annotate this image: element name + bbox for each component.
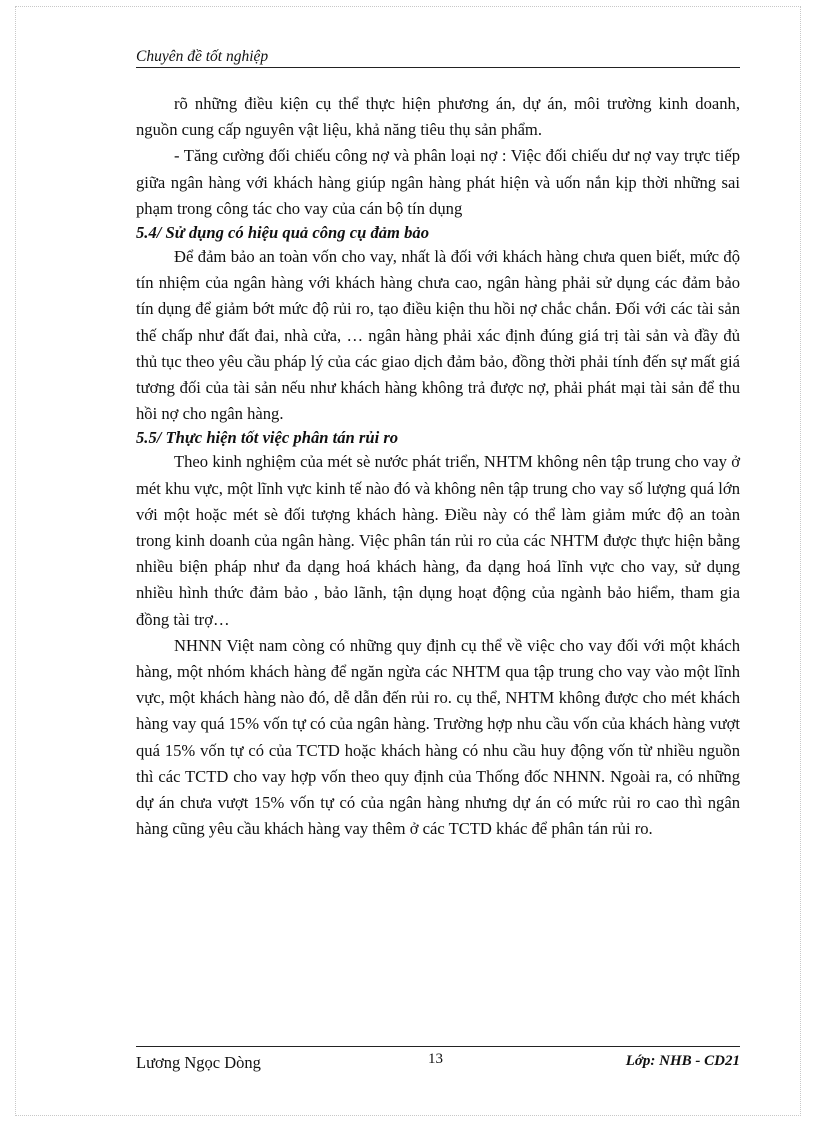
- document-body: [136, 91, 740, 842]
- page-number: 13: [428, 1051, 443, 1067]
- section-heading-5-5: 5.5/ Thực hiện tốt việc phân tán rủi ro: [136, 428, 399, 448]
- page-footer: [136, 1046, 740, 1077]
- paragraph-sbv-regulation: NHNN Việt nam còng có những quy định cụ thể về việc cho vay đối với một khách hàng, một nhóm khách hàng để ngăn ngừa các NHTM qua tập trung cho vay vào một lĩnh vực, một khách hàng nào đó, dễ dẫn đến rủi ro. cụ thể, NHTM không được cho mét khách hàng vay quá 15% vốn tự có của ngân hàng. Trường hợp nhu cầu vốn của khách hàng vượt quá 15% vốn tự có của TCTD hoặc khách hàng có nhu cầu huy động vốn từ nhiều nguồn thì các TCTD cho vay hợp vốn theo quy định của Thống đốc NHNN. Ngoài ra, có những dự án chưa vượt 15% vốn tự có của ngân hàng nhưng dự án có mức rủi ro cao thì ngân hàng cũng yêu cầu khách hàng vay thêm ở các TCTD khác để phân tán rủi ro.: [136, 635, 741, 839]
- header-title: Chuyên đề tốt nghiệp: [136, 48, 269, 65]
- paragraph-debt-reconciliation: - Tăng cường đối chiếu công nợ và phân loại nợ : Việc đối chiếu dư nợ vay trực tiếp giữa ngân hàng với khách hàng giúp ngân hàng phát hiện và uốn nắn kịp thời những sai phạm trong công tác cho vay của cán bộ tín dụng: [136, 146, 740, 218]
- page-header: [136, 48, 740, 68]
- section-heading-5-4: 5.4/ Sử dụng có hiệu quả công cụ đảm bảo: [136, 223, 429, 243]
- footer-author: Lương Ngọc Dòng: [136, 1053, 261, 1072]
- paragraph-collateral: Để đảm bảo an toàn vốn cho vay, nhất là đối với khách hàng chưa quen biết, mức độ tín nhiệm của ngân hàng với khách hàng chưa cao, ngân hàng phải sử dụng các đảm bảo tín dụng để giảm bớt mức độ rủi ro, tạo điều kiện thu hồi nợ chắc chắn. Đối với các tài sản thế chấp như đất đai, nhà cửa, … ngân hàng phải xác định đúng giá trị tài sản và đầy đủ thủ tục theo yêu cầu pháp lý của các giao dịch đảm bảo, đồng thời phải tính đến sự mất giá tương đối của tài sản nếu như khách hàng không trả được nợ, phải phát mại tài sản để thu hồi nợ cho ngân hàng.: [136, 247, 740, 424]
- footer-class: Lớp: NHB - CD21: [625, 1053, 740, 1069]
- paragraph-risk-diversification: Theo kinh nghiệm của mét sè nước phát triển, NHTM không nên tập trung cho vay ở mét khu vực, một lĩnh vực kinh tế nào đó và không nên tập trung cho vay số lượng quá lớn với một hoặc mét sè đối tượng khách hàng. Điều này có thể làm giảm mức độ an toàn trong kinh doanh của ngân hàng. Việc phân tán rủi ro của các NHTM được thực hiện bằng nhiều biện pháp như đa dạng hoá khách hàng, đa dạng hoá lĩnh vực cho vay, sử dụng nhiều hình thức đảm bảo , bảo lãnh, tận dụng hoạt động của ngành bảo hiểm, tham gia đồng tài trợ…: [136, 452, 740, 629]
- paragraph-continuation: rõ những điều kiện cụ thể thực hiện phương án, dự án, môi trường kinh doanh, nguồn cung cấp nguyên vật liệu, khả năng tiêu thụ sản phẩm.: [136, 94, 740, 140]
